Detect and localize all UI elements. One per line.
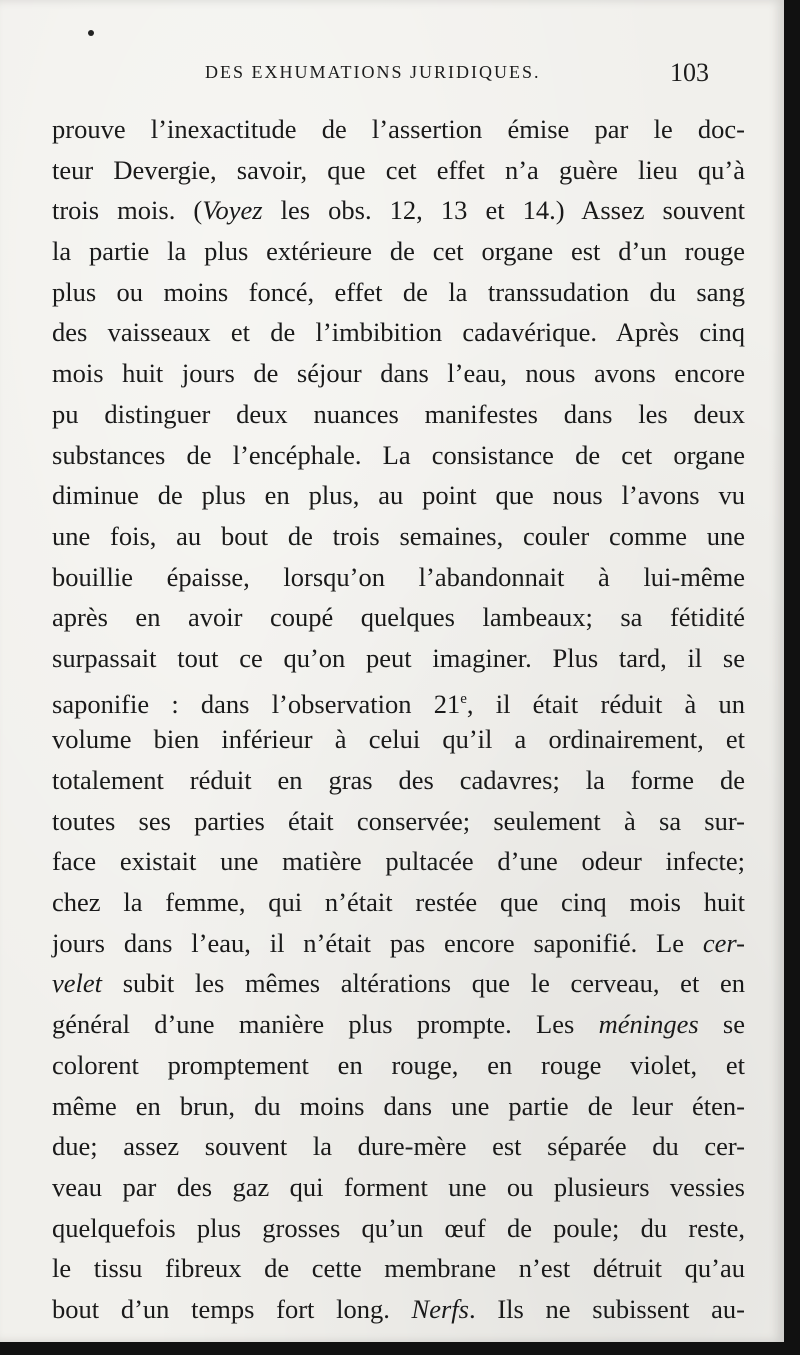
text-line: jours dans l’eau, il n’était pas encore saponifié. Le cer- <box>52 927 745 958</box>
text-line: pu distinguer deux nuances manifestes dans les deux <box>52 398 745 429</box>
text-line: bout d’un temps fort long. Nerfs. Ils ne subissent au- <box>52 1293 745 1324</box>
text-line: volume bien inférieur à celui qu’il a ordinairement, et <box>52 724 745 755</box>
text-line: face existait une matière pultacée d’une odeur infecte; <box>52 846 745 877</box>
text-line: bouillie épaisse, lorsqu’on l’abandonnait à lui-même <box>52 561 745 592</box>
text-line: après en avoir coupé quelques lambeaux; sa fétidité <box>52 602 745 633</box>
text-line: général d’une manière plus prompte. Les méninges se <box>52 1009 745 1040</box>
text-line: teur Devergie, savoir, que cet effet n’a guère lieu qu’à <box>52 154 745 185</box>
text-line: saponifie : dans l’observation 21e, il était réduit à un <box>52 688 745 719</box>
text-line: diminue de plus en plus, au point que nous l’avons vu <box>52 480 745 511</box>
text-line: une fois, au bout de trois semaines, couler comme une <box>52 520 745 551</box>
running-head <box>0 58 784 92</box>
ink-speck <box>88 30 94 36</box>
text-line: due; assez souvent la dure-mère est séparée du cer- <box>52 1131 745 1162</box>
text-line: même en brun, du moins dans une partie de leur éten- <box>52 1090 745 1121</box>
text-line: trois mois. (Voyez les obs. 12, 13 et 14.) Assez souvent <box>52 195 745 226</box>
text-line: prouve l’inexactitude de l’assertion émise par le doc- <box>52 114 745 144</box>
page-number: 103 <box>670 58 709 87</box>
text-line: plus ou moins foncé, effet de la transsudation du sang <box>52 276 745 307</box>
text-line: la partie la plus extérieure de cet organe est d’un rouge <box>52 236 745 267</box>
text-line: des vaisseaux et de l’imbibition cadavérique. Après cinq <box>52 317 745 348</box>
text-line: colorent promptement en rouge, en rouge violet, et <box>52 1049 745 1080</box>
text-line: toutes ses parties était conservée; seulement à sa sur- <box>52 805 745 836</box>
text-line: veau par des gaz qui forment une ou plusieurs vessies <box>52 1171 745 1202</box>
text-line: totalement réduit en gras des cadavres; la forme de <box>52 765 745 795</box>
text-line: quelquefois plus grosses qu’un œuf de poule; du reste, <box>52 1212 745 1243</box>
body-text <box>52 109 745 1330</box>
scan-edge-bottom <box>0 1342 800 1355</box>
running-title: DES EXHUMATIONS JURIDIQUES. <box>205 62 541 82</box>
text-line: chez la femme, qui n’était restée que cinq mois huit <box>52 887 745 918</box>
text-line: le tissu fibreux de cette membrane n’est détruit qu’au <box>52 1253 745 1284</box>
text-line: mois huit jours de séjour dans l’eau, nous avons encore <box>52 358 745 389</box>
text-line: substances de l’encéphale. La consistance de cet organe <box>52 439 745 470</box>
text-line: velet subit les mêmes altérations que le cerveau, et en <box>52 968 745 999</box>
scan-edge-right <box>784 0 800 1355</box>
text-line: surpassait tout ce qu’on peut imaginer. Plus tard, il se <box>52 642 745 673</box>
